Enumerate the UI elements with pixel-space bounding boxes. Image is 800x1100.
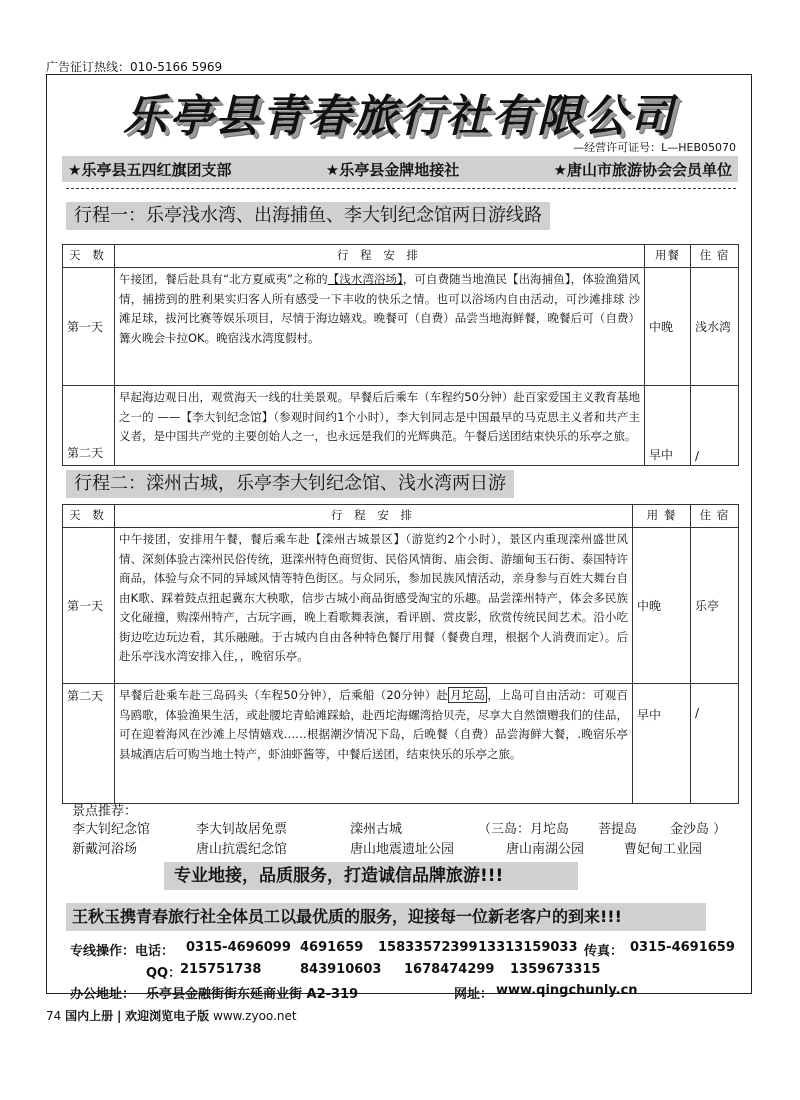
meal-cell: 早中 xyxy=(633,684,691,804)
header-days: 天 数 xyxy=(63,505,115,528)
phone-label: 专线操作：电话： xyxy=(70,944,175,959)
stay-cell: / xyxy=(691,684,739,804)
spot-item: 唐山南湖公园 xyxy=(506,842,585,857)
header-meal: 用餐 xyxy=(645,245,691,268)
footer-text: 欢迎浏览电子版 xyxy=(125,1009,210,1023)
table-row xyxy=(63,386,739,466)
header-stay: 住 宿 xyxy=(691,245,739,268)
header-meal: 用 餐 xyxy=(633,505,691,528)
website-link[interactable]: www.qingchunly.cn xyxy=(496,983,638,998)
stay-cell: / xyxy=(691,386,739,466)
route2-table xyxy=(62,504,739,804)
spot-item: 李大钊纪念馆 xyxy=(72,822,151,837)
section-name: 国内上册 xyxy=(65,1009,114,1023)
spot-item: 金沙岛 ） xyxy=(670,822,727,837)
meal-cell: 中晚 xyxy=(645,268,691,386)
content-text: ，上岛可自由活动：可观百鸟鸥歌，体验渔果生活，或赴腰坨青蛤滩踩蛤，赴西坨海螺湾拾贝壳，尽享大自然馈赠我们的佳品，可在迎着海风在沙滩上尽情嬉戏……根据潮汐情况下岛，后晚餐（自费）品尝海鲜大餐，.晚宿乐亭县城酒店后可购当地土特产，虾油虾酱等，中餐后送团，结束快乐的乐亭之旅。 xyxy=(119,688,629,761)
day-label: 第一天 xyxy=(63,268,115,386)
content-text: 早餐后赴乘车赴三岛码头（车程50分钟），后乘船（20分钟）赴 xyxy=(119,688,449,702)
route1-table xyxy=(62,244,739,466)
content-text: ，可自费随当地渔民【出海捕鱼】，体验渔猎风情，捕捞到的胜利果实归客人所有感受一下丰收的快乐之情。也可以浴场内自由活动，可沙滩排球 沙滩足球，拔河比赛等娱乐项目，尽情于海边嬉戏。晚餐可（自费）品尝当地海鲜餐，晚餐后可（自费）篝火晚会卡拉OK。晚宿浅水湾度假村。 xyxy=(119,272,640,345)
fax-label: 传真： xyxy=(584,944,624,959)
qq-number: 1678474299 xyxy=(404,962,495,977)
day-content: 中午接团，安排用午餐，餐后乘车赴【滦州古城景区】（游览约2个小时），景区内重现滦州盛世风情、深刻体验古滦州民俗传统，逛滦州特色商贸街、民俗风情街、庙会街、游缅甸玉石街、泰国特许商品，体验与众不同的异域风情等特色街区。与众同乐，参加民族风情活动，亲身参与百姓大舞台自由K歌、踩着鼓点扭起冀东大秧歌，信步古城小商品街感受淘宝的乐趣。品尝滦州特产，体会多民族文化碰撞，购滦州特产，古玩字画，晚上看歌舞表演，看评剧、赏皮影，欣赏传统民间艺术。沿小吃街边吃边玩边看，其乐融融。于古城内自由各种特色餐厅用餐（餐费自理，根据个人消费而定）。后赴乐亭浅水湾安排入住，，晚宿乐亭。 xyxy=(115,528,633,684)
stay-cell: 浅水湾 xyxy=(691,268,739,386)
spots-heading: 景点推荐： xyxy=(72,804,138,819)
spot-item: 滦州古城 xyxy=(350,822,403,837)
route2-title: 行程二：滦州古城，乐亭李大钊纪念馆、浅水湾两日游 xyxy=(66,470,514,498)
fax-number: 0315-4691659 xyxy=(630,940,735,955)
company-name: 乐亭县青春旅行社有限公司 xyxy=(123,91,675,142)
spot-item: 唐山地震遗址公园 xyxy=(350,842,455,857)
day-label: 第二天 xyxy=(63,386,115,466)
website-label: 网址： xyxy=(454,987,494,1002)
stay-cell: 乐亭 xyxy=(691,528,739,684)
content-highlight: 【浅水湾浴场】 xyxy=(327,272,403,286)
spot-item: 曹妃甸工业园 xyxy=(624,842,703,857)
address-text: 乐亭县金融街街东延商业街 A2-319 xyxy=(146,987,359,1002)
footer-url[interactable]: www.zyoo.net xyxy=(213,1009,297,1023)
affiliation-bar xyxy=(62,156,738,182)
affiliation-item: ★乐亭县五四红旗团支部 xyxy=(68,160,232,179)
qq-number: 1359673315 xyxy=(510,962,601,977)
phone-number: 13313159033 xyxy=(478,940,578,955)
welcome-banner: 王秋玉携青春旅行社全体员工以最优质的服务，迎接每一位新老客户的到来!!! xyxy=(66,903,706,931)
phone-number: 0315-4696099 xyxy=(186,940,291,955)
table-header-row xyxy=(63,505,739,528)
day-label: 第一天 xyxy=(63,528,115,684)
qq-label: QQ： xyxy=(146,966,182,981)
header-schedule: 行 程 安 排 xyxy=(115,505,633,528)
day-label: 第二天 xyxy=(63,684,115,804)
phone-number: 15833572399 xyxy=(378,940,478,955)
divider xyxy=(66,188,736,189)
header-days: 天 数 xyxy=(63,245,115,268)
meal-cell: 中晚 xyxy=(633,528,691,684)
table-row xyxy=(63,268,739,386)
route1-title: 行程一：乐亭浅水湾、出海捕鱼、李大钊纪念馆两日游线路 xyxy=(66,202,550,230)
license-number: —经营许可证号：L—HEB05070 xyxy=(573,141,736,154)
page-number: 74 xyxy=(46,1009,62,1023)
meal-cell: 早中 xyxy=(645,386,691,466)
table-row xyxy=(63,528,739,684)
table-header-row xyxy=(63,245,739,268)
day-content xyxy=(115,684,633,804)
phone-number: 4691659 xyxy=(300,940,364,955)
table-row xyxy=(63,684,739,804)
content-text: 午接团，餐后赴具有“北方夏威夷”之称的 xyxy=(119,272,328,286)
ad-hotline: 广告征订热线：010-5166 5969 xyxy=(46,60,223,74)
spot-item: （三岛：月坨岛 xyxy=(478,822,570,837)
spot-item: 李大钊故居免票 xyxy=(196,822,288,837)
slogan-banner: 专业地接，品质服务，打造诚信品牌旅游!!! xyxy=(164,862,578,890)
footer-separator: | xyxy=(116,1009,122,1023)
spot-item: 唐山抗震纪念馆 xyxy=(196,842,288,857)
affiliation-item: ★乐亭县金牌地接社 xyxy=(325,160,460,179)
day-content: 早起海边观日出，观赏海天一线的壮美景观。早餐后后乘车（车程约50分钟）赴百家爱国主义教育基地之一的 ——【李大钊纪念馆】（参观时间约1个小时），李大钊同志是中国最早的马克思主义者和共产主义者，是中国共产党的主要创始人之一，也永远是我们的光辉典范。午餐后送团结束快乐的乐亭之旅。 xyxy=(115,386,645,466)
affiliation-item: ★唐山市旅游协会会员单位 xyxy=(553,160,732,179)
address-label: 办公地址： xyxy=(70,987,136,1002)
spot-item: 菩提岛 xyxy=(598,822,638,837)
header-schedule: 行 程 安 排 xyxy=(115,245,645,268)
spot-item: 新戴河浴场 xyxy=(72,842,138,857)
day-content xyxy=(115,268,645,386)
qq-number: 843910603 xyxy=(300,962,382,977)
page-footer xyxy=(46,1007,297,1024)
content-highlight: 月坨岛 xyxy=(450,688,486,702)
header-stay: 住 宿 xyxy=(691,505,739,528)
qq-number: 215751738 xyxy=(180,962,262,977)
